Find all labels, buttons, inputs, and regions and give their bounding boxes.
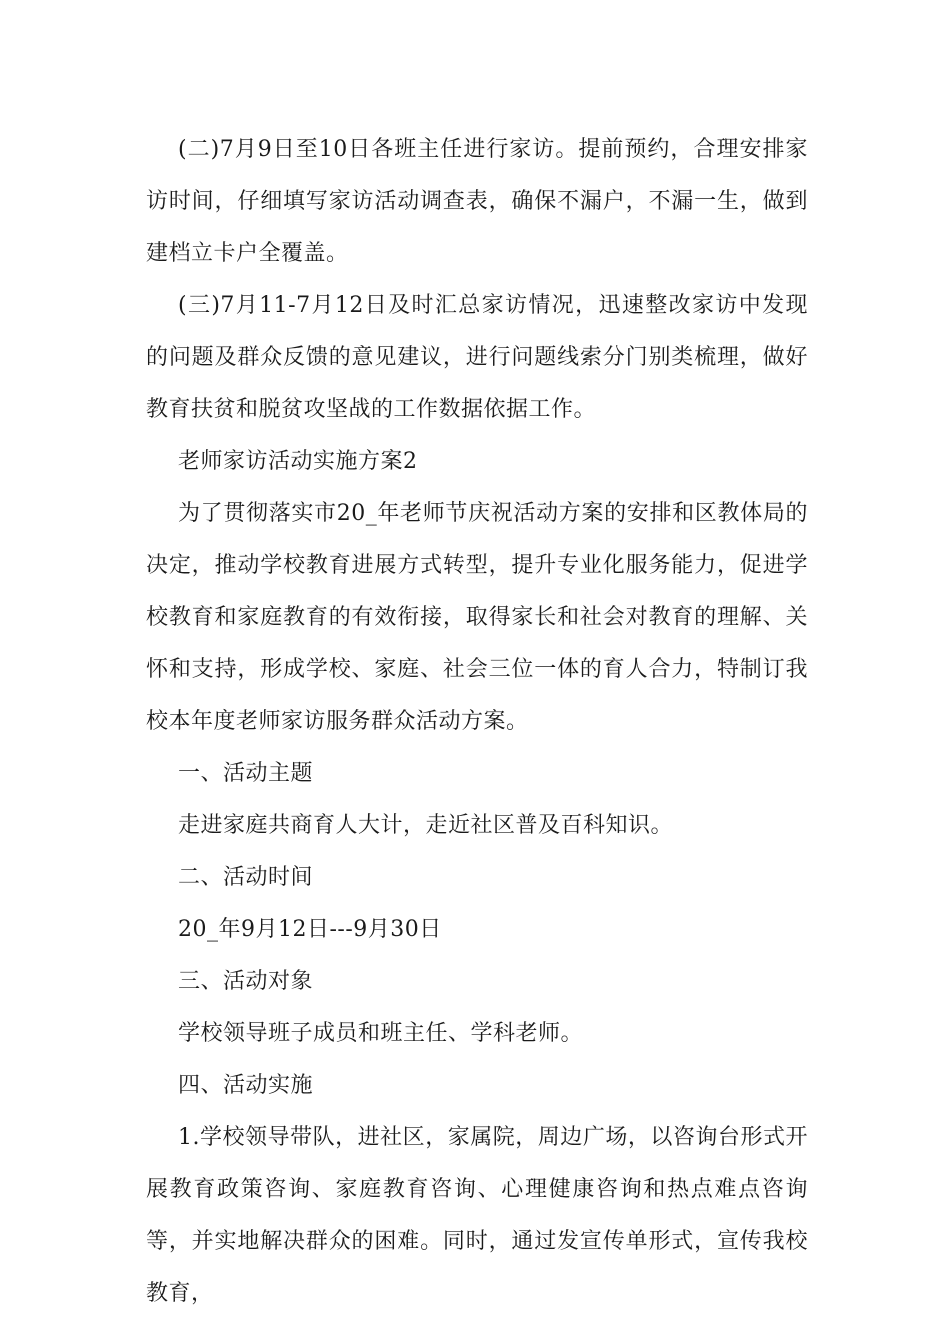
paragraph-activity-theme: 走进家庭共商育人大计，走近社区普及百科知识。 [178, 813, 674, 838]
paragraph-introduction: 为了贯彻落实市20_年老师节庆祝活动方案的安排和区教体局的决定，推动学校教育进展方式转型，提升专业化服务能力，促进学校教育和家庭教育的有效衔接，取得家长和社会对教育的理解、关怀和支持，形成学校、家庭、社会三位一体的育人合力，特制订我校本年度老师家访服务群众活动方案。 [146, 501, 808, 734]
paragraph-home-visit-schedule: (二)7月9日至10日各班主任进行家访。提前预约，合理安排家访时间，仔细填写家访活动调查表，确保不漏户，不漏一生，做到建档立卡户全覆盖。 [146, 137, 808, 266]
heading-activity-target: 三、活动对象 [178, 969, 314, 994]
heading-activity-time: 二、活动时间 [178, 865, 314, 890]
paragraph-implementation-item-1: 1.学校领导带队，进社区，家属院，周边广场，以咨询台形式开展教育政策咨询、家庭教育咨询、心理健康咨询和热点难点咨询等，并实地解决群众的困难。同时，通过发宣传单形式，宣传我校教育， [146, 1125, 808, 1306]
paragraph-activity-time: 20_年9月12日---9月30日 [178, 917, 442, 942]
document-body [146, 124, 808, 1320]
section-title-plan-2: 老师家访活动实施方案2 [178, 449, 418, 474]
heading-activity-implementation: 四、活动实施 [178, 1073, 314, 1098]
heading-activity-theme: 一、活动主题 [178, 761, 314, 786]
paragraph-summary-rectification: (三)7月11-7月12日及时汇总家访情况，迅速整改家访中发现的问题及群众反馈的意见建议，进行问题线索分门别类梳理，做好教育扶贫和脱贫攻坚战的工作数据依据工作。 [146, 293, 808, 422]
paragraph-activity-target: 学校领导班子成员和班主任、学科老师。 [178, 1021, 584, 1046]
